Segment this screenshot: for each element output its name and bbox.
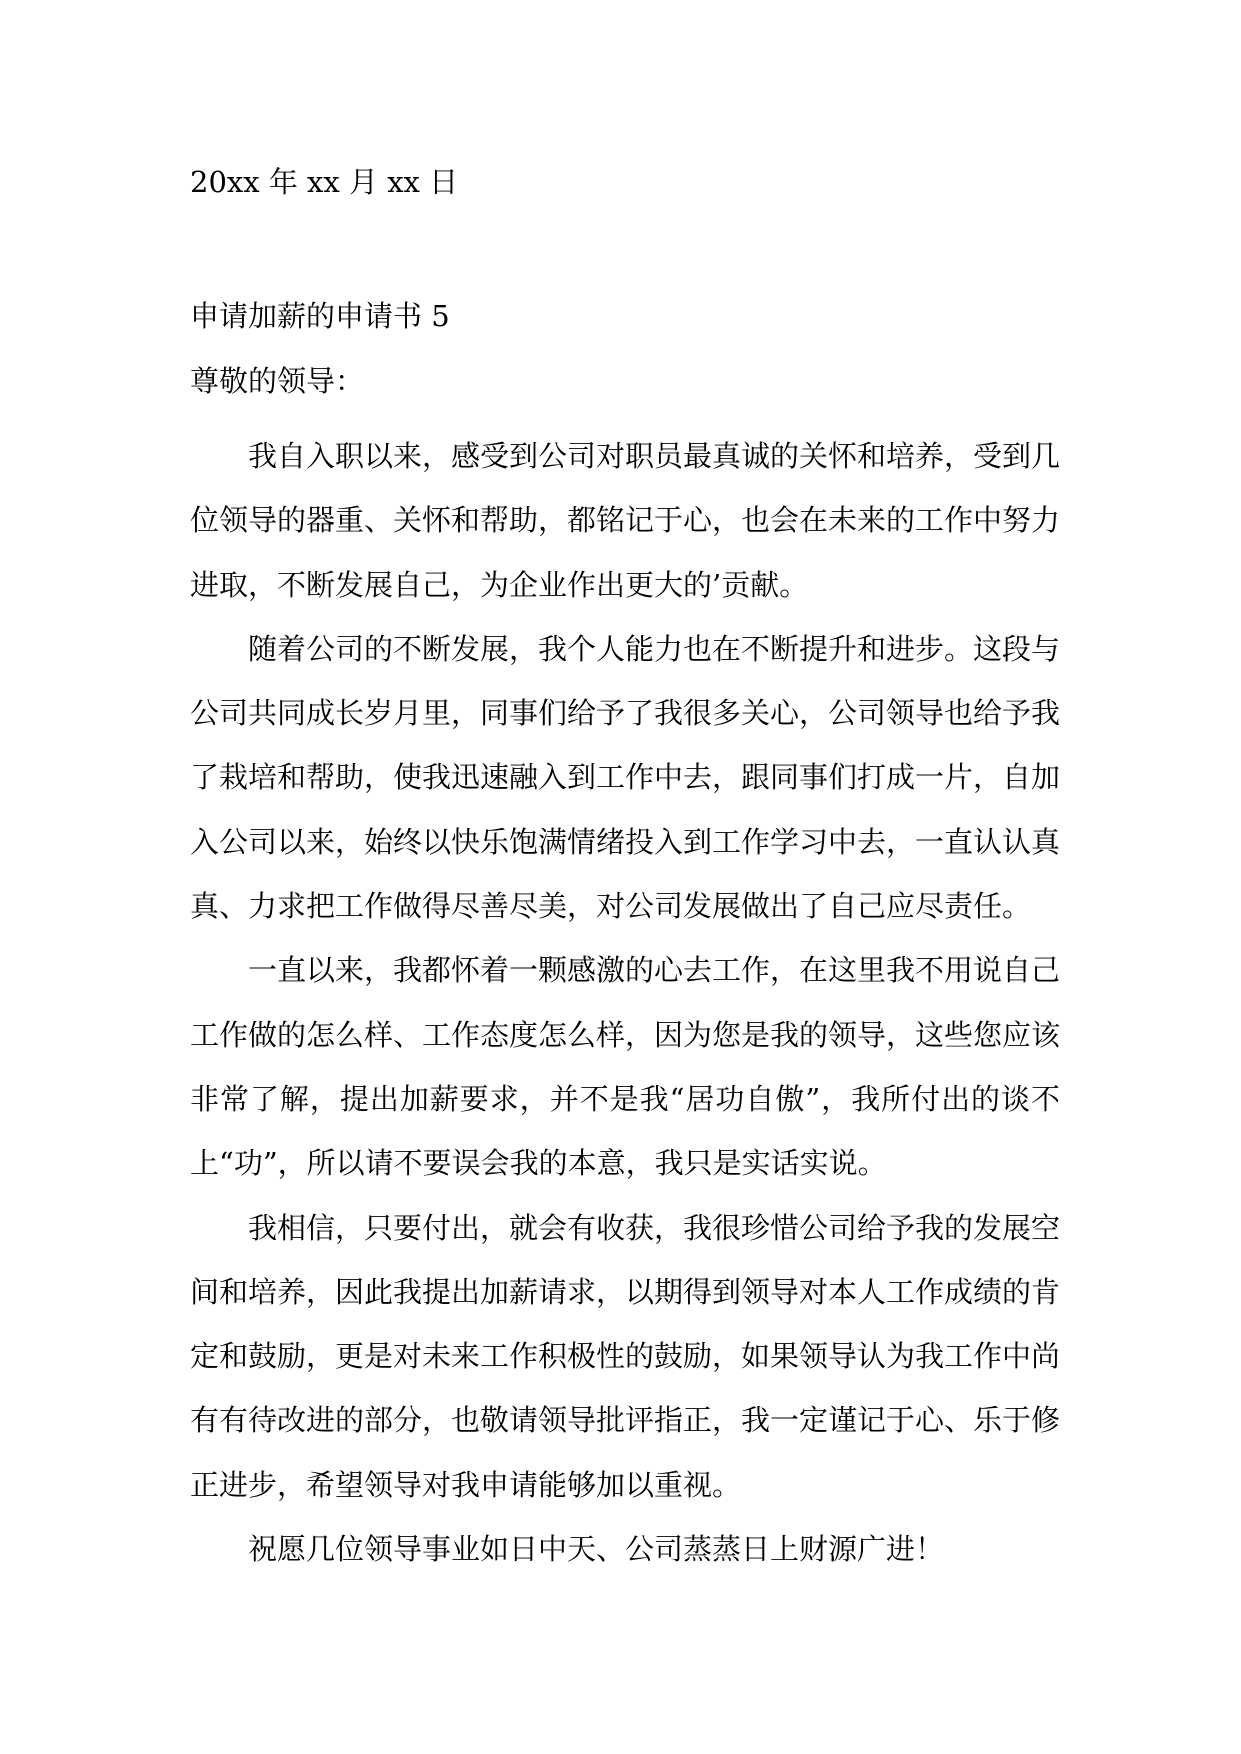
body-paragraph: 随着公司的不断发展，我个人能力也在不断提升和进步。这段与公司共同成长岁月里，同事们给予了我很多关心，公司领导也给予我了栽培和帮助，使我迅速融入到工作中去，跟同事们打成一片，自加入公司以来，始终以快乐饱满情绪投入到工作学习中去，一直认认真真、力求把工作做得尽善尽美，对公司发展做出了自己应尽责任。 (190, 631, 1061, 924)
letter-body (190, 424, 1060, 1581)
letter-title: 申请加薪的申请书 5 (190, 299, 450, 333)
closing-wishes: 祝愿几位领导事业如日中天、公司蒸蒸日上财源广进！ (248, 1532, 945, 1567)
letter-salutation: 尊敬的领导： (190, 364, 365, 398)
body-paragraph: 我自入职以来，感受到公司对职员最真诚的关怀和培养，受到几位领导的器重、关怀和帮助，都铭记于心，也会在未来的工作中努力进取，不断发展自己，为企业作出更大的’贡献。 (190, 439, 1061, 602)
body-paragraph: 我相信，只要付出，就会有收获，我很珍惜公司给予我的发展空间和培养，因此我提出加薪请求，以期得到领导对本人工作成绩的肯定和鼓励，更是对未来工作积极性的鼓励，如果领导认为我工作中尚有有待改进的部分，也敬请领导批评指正，我一定谨记于心、乐于修正进步，希望领导对我申请能够加以重视。 (190, 1210, 1061, 1502)
body-paragraph: 一直以来，我都怀着一颗感激的心去工作，在这里我不用说自己工作做的怎么样、工作态度怎么样，因为您是我的领导，这些您应该非常了解，提出加薪要求，并不是我“居功自傲”，我所付出的谈不上“功”，所以请不要误会我的本意，我只是实话实说。 (190, 953, 1061, 1181)
letter-date: 20xx 年 xx 月 xx 日 (190, 165, 459, 199)
